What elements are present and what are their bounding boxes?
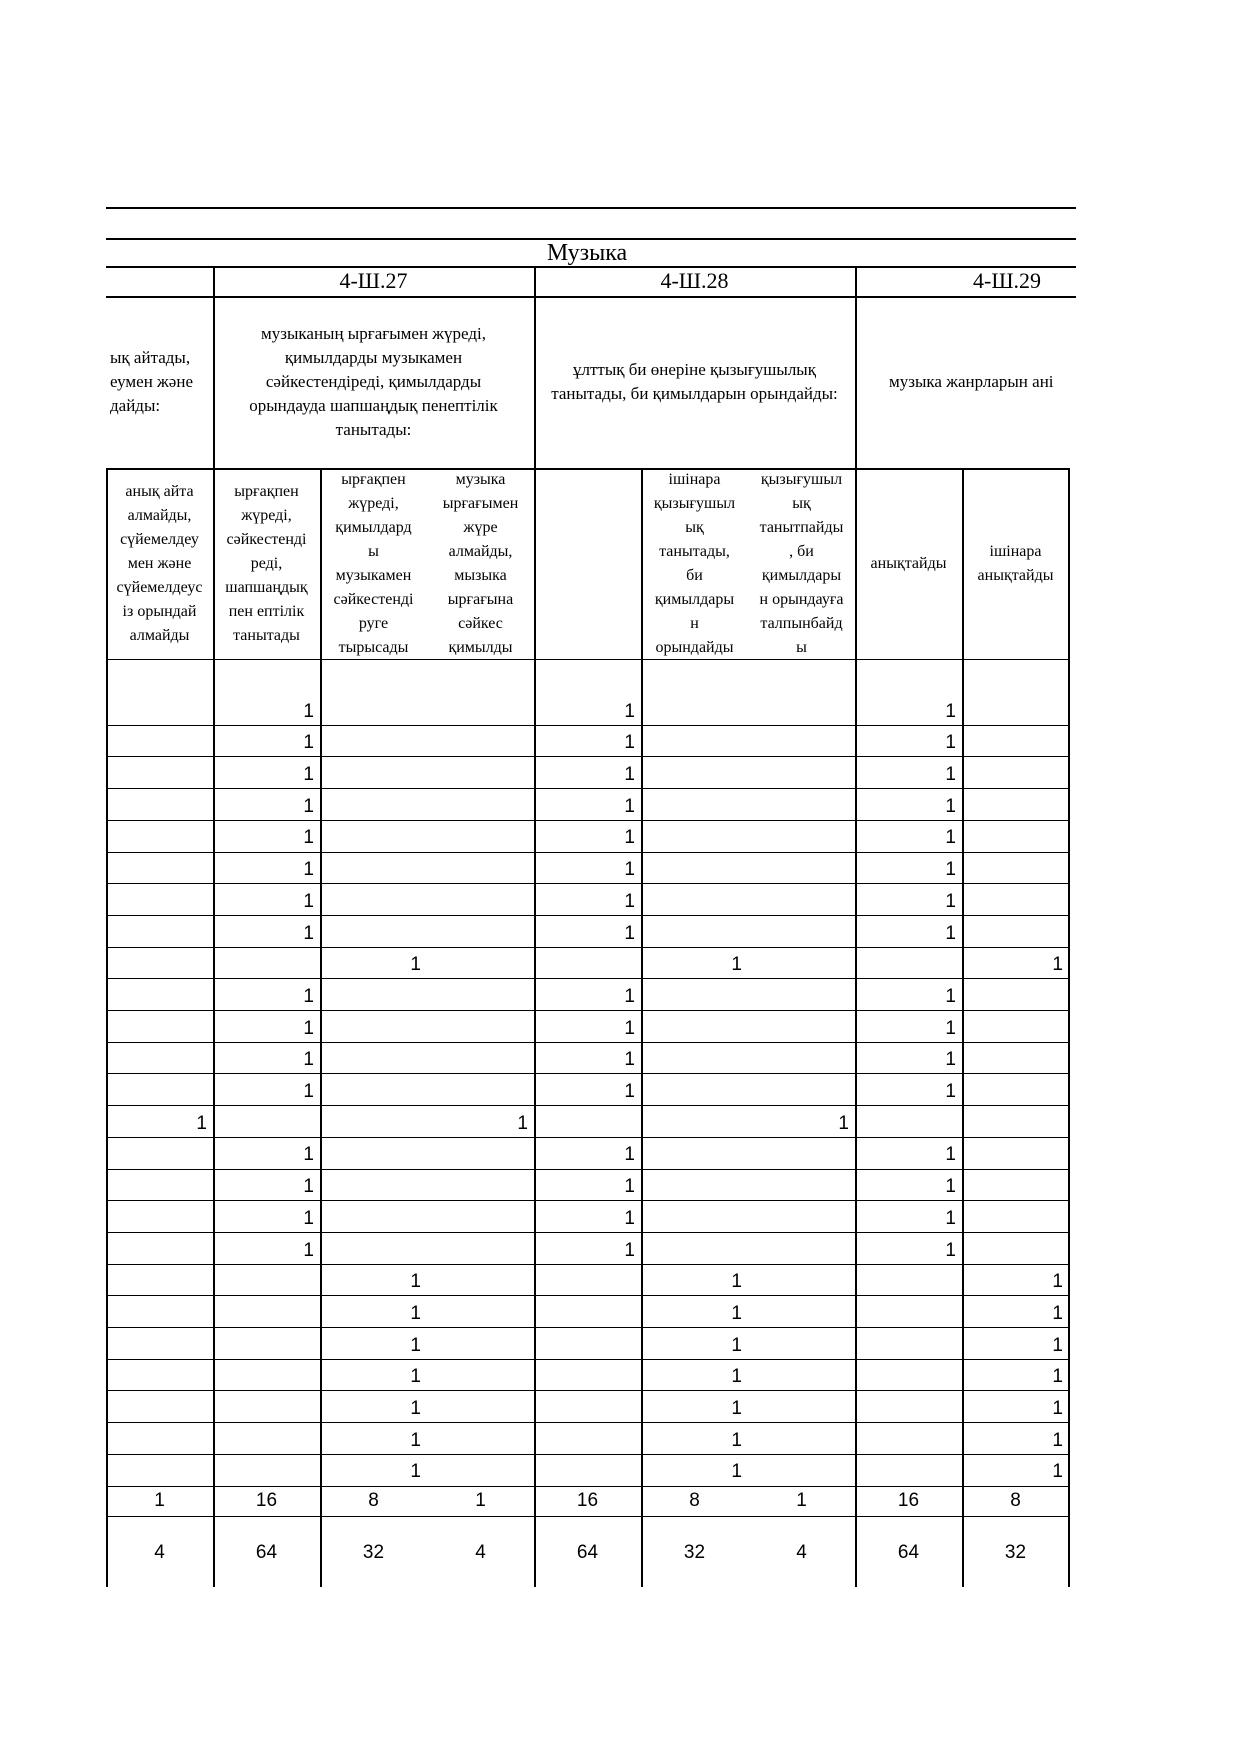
table-cell bbox=[106, 725, 213, 757]
table-cell: 1 bbox=[1052, 1398, 1063, 1420]
table-cell bbox=[213, 1359, 320, 1391]
table-cell bbox=[962, 852, 1069, 884]
table-cell bbox=[962, 1169, 1069, 1201]
table-cell: 1 bbox=[303, 732, 314, 754]
table-cell: 1 bbox=[303, 922, 314, 944]
table-cell bbox=[427, 915, 534, 947]
table-cell bbox=[320, 1137, 427, 1169]
table-cell: 1 bbox=[303, 764, 314, 786]
table-cell bbox=[106, 1454, 213, 1486]
table-cell bbox=[427, 852, 534, 884]
code-4-sh-29: 4-Ш.29 bbox=[973, 268, 1042, 293]
table-cell bbox=[962, 659, 1069, 725]
table-cell bbox=[641, 1232, 748, 1264]
table-cell: 1 bbox=[1052, 1302, 1063, 1324]
table-cell bbox=[641, 978, 748, 1010]
table-cell: 1 bbox=[1052, 1271, 1063, 1293]
table-cell bbox=[962, 883, 1069, 915]
table-cell: 1 bbox=[303, 890, 314, 912]
table-cell: 1 bbox=[731, 1366, 742, 1388]
total-cell: 16 bbox=[255, 1489, 278, 1511]
table-cell bbox=[748, 1073, 855, 1105]
table-cell bbox=[320, 756, 427, 788]
table-cell: 1 bbox=[945, 700, 956, 722]
description-4-sh-28-text: ұлттық би өнеріне қызығушылық танытады, би қимылдарын орындайды: bbox=[551, 360, 838, 403]
table-cell: 1 bbox=[945, 922, 956, 944]
table-cell bbox=[855, 1390, 962, 1422]
table-cell bbox=[748, 725, 855, 757]
table-cell bbox=[748, 1200, 855, 1232]
table-cell: 1 bbox=[196, 1112, 207, 1134]
table-cell bbox=[427, 1264, 534, 1296]
table-cell: 1 bbox=[624, 985, 635, 1007]
table-cell: 1 bbox=[624, 1049, 635, 1071]
table-cell: 1 bbox=[624, 1207, 635, 1229]
table-cell bbox=[534, 1454, 641, 1486]
table-cell bbox=[534, 1327, 641, 1359]
table-cell bbox=[320, 1105, 427, 1137]
table-cell bbox=[641, 852, 748, 884]
table-cell bbox=[641, 1042, 748, 1074]
table-cell bbox=[534, 1422, 641, 1454]
section-title: Музыка bbox=[546, 239, 628, 266]
code-4-sh-28: 4-Ш.28 bbox=[660, 268, 729, 293]
table-cell: 1 bbox=[731, 1461, 742, 1483]
table-cell: 1 bbox=[945, 795, 956, 817]
table-cell: 1 bbox=[945, 764, 956, 786]
table-cell bbox=[320, 1169, 427, 1201]
table-cell bbox=[320, 820, 427, 852]
table-cell bbox=[855, 947, 962, 979]
table-cell: 1 bbox=[624, 1239, 635, 1261]
description-prev-text: ық айтады, еумен және дайды: bbox=[110, 348, 193, 415]
table-cell bbox=[213, 1390, 320, 1422]
table-cell bbox=[106, 1295, 213, 1327]
table-cell: 1 bbox=[945, 890, 956, 912]
table-cell bbox=[213, 1295, 320, 1327]
table-cell: 1 bbox=[303, 1144, 314, 1166]
table-cell: 1 bbox=[731, 1334, 742, 1356]
table-cell: 1 bbox=[303, 795, 314, 817]
table-cell bbox=[213, 1422, 320, 1454]
table-cell bbox=[641, 659, 748, 725]
table-cell bbox=[748, 978, 855, 1010]
table-cell bbox=[106, 1359, 213, 1391]
table-cell bbox=[106, 1390, 213, 1422]
table-cell bbox=[534, 1105, 641, 1137]
table-cell: 1 bbox=[1052, 954, 1063, 976]
table-cell: 1 bbox=[303, 827, 314, 849]
table-cell bbox=[641, 1010, 748, 1042]
table-cell: 1 bbox=[731, 1429, 742, 1451]
percent-cell: 64 bbox=[255, 1541, 278, 1563]
table-cell: 1 bbox=[945, 859, 956, 881]
table-cell: 1 bbox=[1052, 1429, 1063, 1451]
table-cell bbox=[106, 915, 213, 947]
table-cell bbox=[641, 915, 748, 947]
table-cell bbox=[106, 1010, 213, 1042]
description-4-sh-28 bbox=[534, 296, 855, 468]
table-cell bbox=[106, 1327, 213, 1359]
table-cell bbox=[106, 788, 213, 820]
percent-cell: 64 bbox=[897, 1541, 920, 1563]
table-cell bbox=[962, 915, 1069, 947]
description-4-sh-27 bbox=[213, 296, 534, 468]
table-cell: 1 bbox=[303, 1081, 314, 1103]
percent-cell: 32 bbox=[362, 1541, 385, 1563]
table-cell bbox=[962, 1105, 1069, 1137]
table-cell bbox=[427, 1454, 534, 1486]
table-cell bbox=[106, 883, 213, 915]
table-cell bbox=[427, 1010, 534, 1042]
table-cell bbox=[427, 756, 534, 788]
table-cell: 1 bbox=[1052, 1334, 1063, 1356]
table-cell bbox=[641, 1169, 748, 1201]
table-cell: 1 bbox=[731, 1398, 742, 1420]
table-cell bbox=[641, 1137, 748, 1169]
table-cell bbox=[855, 1295, 962, 1327]
table-cell: 1 bbox=[303, 859, 314, 881]
table-cell bbox=[748, 1422, 855, 1454]
table-cell bbox=[427, 978, 534, 1010]
table-cell bbox=[748, 852, 855, 884]
table-cell bbox=[106, 1137, 213, 1169]
top-rule bbox=[106, 207, 1076, 209]
percent-cell: 4 bbox=[796, 1541, 807, 1563]
table-cell bbox=[427, 1137, 534, 1169]
description-prev bbox=[106, 296, 213, 468]
table-cell bbox=[534, 1264, 641, 1296]
subheader-cell: анық айта алмайды, сүйемелдеу мен және сүйемелдеус із орындай алмайды bbox=[116, 482, 203, 644]
table-cell bbox=[962, 820, 1069, 852]
table-cell bbox=[106, 820, 213, 852]
table-cell bbox=[106, 1264, 213, 1296]
table-cell: 1 bbox=[624, 1176, 635, 1198]
table-cell bbox=[962, 1137, 1069, 1169]
percent-cell: 32 bbox=[1004, 1541, 1027, 1563]
table-cell bbox=[427, 659, 534, 725]
table-cell bbox=[106, 756, 213, 788]
table-cell bbox=[427, 947, 534, 979]
table-cell bbox=[427, 1359, 534, 1391]
table-cell: 1 bbox=[945, 1017, 956, 1039]
table-cell: 1 bbox=[410, 1398, 421, 1420]
table-cell: 1 bbox=[945, 1144, 956, 1166]
table-cell: 1 bbox=[624, 1017, 635, 1039]
table-cell bbox=[320, 1232, 427, 1264]
subheader-cell: қызығушыл ық танытпайды , би қимылдары н орындауға талпынбайд ы bbox=[759, 470, 844, 656]
table-cell: 1 bbox=[410, 954, 421, 976]
table-cell: 1 bbox=[303, 1176, 314, 1198]
table-cell bbox=[641, 1073, 748, 1105]
table-cell bbox=[213, 1264, 320, 1296]
table-cell bbox=[748, 947, 855, 979]
description-4-sh-29-text: музыка жанрларын ані bbox=[889, 372, 1054, 391]
table-cell bbox=[427, 1232, 534, 1264]
table-cell bbox=[641, 788, 748, 820]
table-cell: 1 bbox=[1052, 1461, 1063, 1483]
table-cell: 1 bbox=[410, 1334, 421, 1356]
total-cell: 1 bbox=[475, 1489, 486, 1511]
table-cell bbox=[748, 659, 855, 725]
total-cell: 16 bbox=[576, 1489, 599, 1511]
table-cell bbox=[962, 1042, 1069, 1074]
table-cell bbox=[427, 883, 534, 915]
table-cell bbox=[427, 1327, 534, 1359]
table-cell bbox=[748, 1232, 855, 1264]
subheader-cell: ырғақпен жүреді, қимылдард ы музыкамен сәйкестенді руге тырысады bbox=[333, 470, 414, 656]
table-cell: 1 bbox=[303, 1207, 314, 1229]
table-cell bbox=[641, 1105, 748, 1137]
table-cell bbox=[320, 1073, 427, 1105]
table-cell bbox=[748, 1295, 855, 1327]
table-cell bbox=[106, 1169, 213, 1201]
table-cell bbox=[855, 1454, 962, 1486]
table-cell bbox=[855, 1422, 962, 1454]
table-cell bbox=[320, 788, 427, 820]
table-cell bbox=[962, 1073, 1069, 1105]
table-cell: 1 bbox=[945, 827, 956, 849]
total-cell: 8 bbox=[1010, 1489, 1021, 1511]
table-cell: 1 bbox=[303, 700, 314, 722]
subheader-cell: ішінара қызығушыл ық танытады, би қимылдары н орындайды bbox=[653, 470, 736, 656]
table-cell bbox=[427, 1390, 534, 1422]
table-cell bbox=[962, 1200, 1069, 1232]
table-cell: 1 bbox=[303, 1049, 314, 1071]
table-cell bbox=[748, 1264, 855, 1296]
description-4-sh-27-text: музыканың ырғағымен жүреді, қимылдарды музыкамен сәйкестендіреді, қимылдарды орындауда шапшаңдық пенептілік танытады: bbox=[249, 324, 498, 439]
table-cell: 1 bbox=[624, 732, 635, 754]
table-cell bbox=[106, 659, 213, 725]
table-cell: 1 bbox=[945, 732, 956, 754]
table-cell bbox=[320, 978, 427, 1010]
table-cell: 1 bbox=[624, 1144, 635, 1166]
table-cell bbox=[427, 1295, 534, 1327]
table-cell bbox=[748, 1137, 855, 1169]
table-cell: 1 bbox=[410, 1302, 421, 1324]
table-cell: 1 bbox=[624, 922, 635, 944]
table-cell bbox=[427, 1073, 534, 1105]
table-cell bbox=[427, 788, 534, 820]
table-cell bbox=[748, 915, 855, 947]
table-cell: 1 bbox=[624, 764, 635, 786]
table-cell: 1 bbox=[945, 1049, 956, 1071]
table-cell bbox=[106, 852, 213, 884]
table-cell bbox=[320, 1042, 427, 1074]
table-cell bbox=[855, 1264, 962, 1296]
table-cell: 1 bbox=[624, 827, 635, 849]
subheader-cell: анықтайды bbox=[870, 554, 947, 572]
subheader-cell: ішінара анықтайды bbox=[977, 542, 1054, 584]
table-cell: 1 bbox=[945, 1081, 956, 1103]
table-cell bbox=[213, 947, 320, 979]
table-cell bbox=[106, 1200, 213, 1232]
table-cell bbox=[427, 1200, 534, 1232]
table-cell bbox=[748, 883, 855, 915]
table-cell bbox=[641, 820, 748, 852]
description-4-sh-29 bbox=[855, 296, 1076, 468]
table-cell bbox=[855, 1105, 962, 1137]
table-cell: 1 bbox=[517, 1112, 528, 1134]
table-cell bbox=[320, 659, 427, 725]
total-cell: 8 bbox=[689, 1489, 700, 1511]
table-cell: 1 bbox=[731, 1271, 742, 1293]
table-cell bbox=[748, 1169, 855, 1201]
table-cell bbox=[748, 1010, 855, 1042]
table-cell: 1 bbox=[945, 1207, 956, 1229]
table-cell bbox=[534, 1359, 641, 1391]
table-cell: 1 bbox=[624, 859, 635, 881]
table-cell: 1 bbox=[1052, 1366, 1063, 1388]
table-cell bbox=[320, 725, 427, 757]
table-cell: 1 bbox=[731, 1302, 742, 1324]
table-cell bbox=[641, 756, 748, 788]
total-cell: 8 bbox=[368, 1489, 379, 1511]
total-cell: 16 bbox=[897, 1489, 920, 1511]
table-cell: 1 bbox=[624, 700, 635, 722]
table-cell bbox=[748, 788, 855, 820]
table-cell bbox=[748, 1042, 855, 1074]
table-cell bbox=[106, 978, 213, 1010]
table-cell bbox=[106, 947, 213, 979]
table-cell bbox=[106, 1073, 213, 1105]
table-cell: 1 bbox=[410, 1461, 421, 1483]
table-cell bbox=[427, 1042, 534, 1074]
table-cell bbox=[534, 1390, 641, 1422]
table-cell bbox=[427, 1422, 534, 1454]
table-cell bbox=[748, 820, 855, 852]
table-cell bbox=[106, 1232, 213, 1264]
table-cell bbox=[213, 1454, 320, 1486]
table-cell bbox=[427, 820, 534, 852]
table-cell: 1 bbox=[838, 1112, 849, 1134]
table-cell bbox=[213, 1327, 320, 1359]
table-cell bbox=[962, 788, 1069, 820]
table-cell bbox=[962, 978, 1069, 1010]
table-cell: 1 bbox=[410, 1429, 421, 1451]
table-cell bbox=[320, 915, 427, 947]
table-cell: 1 bbox=[731, 954, 742, 976]
table-cell bbox=[534, 1295, 641, 1327]
percent-cell: 4 bbox=[154, 1541, 165, 1563]
table-cell bbox=[748, 1390, 855, 1422]
total-cell: 1 bbox=[796, 1489, 807, 1511]
table-cell bbox=[962, 1010, 1069, 1042]
table-cell bbox=[748, 1454, 855, 1486]
table-cell bbox=[962, 725, 1069, 757]
table-cell bbox=[641, 725, 748, 757]
subheader-cell bbox=[534, 468, 641, 659]
table-cell bbox=[641, 1200, 748, 1232]
table-cell bbox=[748, 1327, 855, 1359]
music-assessment-sheet bbox=[106, 207, 1076, 1587]
table-cell bbox=[427, 725, 534, 757]
percent-cell: 4 bbox=[475, 1541, 486, 1563]
table-cell bbox=[320, 852, 427, 884]
table-cell: 1 bbox=[303, 1239, 314, 1261]
table-cell bbox=[106, 1042, 213, 1074]
table-cell bbox=[106, 1422, 213, 1454]
table-cell: 1 bbox=[945, 985, 956, 1007]
total-cell: 1 bbox=[154, 1489, 165, 1511]
table-cell bbox=[427, 1169, 534, 1201]
table-cell: 1 bbox=[303, 985, 314, 1007]
table-cell bbox=[213, 1105, 320, 1137]
subheader-cell: музыка ырғағымен жүре алмайды, мызыка ырғағына сәйкес қимылды bbox=[442, 470, 519, 656]
table-cell: 1 bbox=[624, 795, 635, 817]
table-cell bbox=[855, 1327, 962, 1359]
table-cell: 1 bbox=[410, 1366, 421, 1388]
table-cell bbox=[748, 1359, 855, 1391]
percent-cell: 32 bbox=[683, 1541, 706, 1563]
table-cell: 1 bbox=[945, 1176, 956, 1198]
table-cell bbox=[962, 1232, 1069, 1264]
table-cell: 1 bbox=[624, 1081, 635, 1103]
table-cell: 1 bbox=[303, 1017, 314, 1039]
subheader-cell: ырғақпен жүреді, сәйкестенді реді, шапшаңдық пен ептілік танытады bbox=[225, 482, 308, 644]
table-cell bbox=[320, 1200, 427, 1232]
table-cell bbox=[641, 883, 748, 915]
table-cell bbox=[320, 883, 427, 915]
table-cell: 1 bbox=[410, 1271, 421, 1293]
table-cell bbox=[962, 756, 1069, 788]
table-cell bbox=[855, 1359, 962, 1391]
code-4-sh-27: 4-Ш.27 bbox=[339, 268, 408, 293]
table-cell: 1 bbox=[624, 890, 635, 912]
table-cell bbox=[320, 1010, 427, 1042]
table-cell bbox=[748, 756, 855, 788]
table-cell: 1 bbox=[945, 1239, 956, 1261]
percent-cell: 64 bbox=[576, 1541, 599, 1563]
table-cell bbox=[534, 947, 641, 979]
